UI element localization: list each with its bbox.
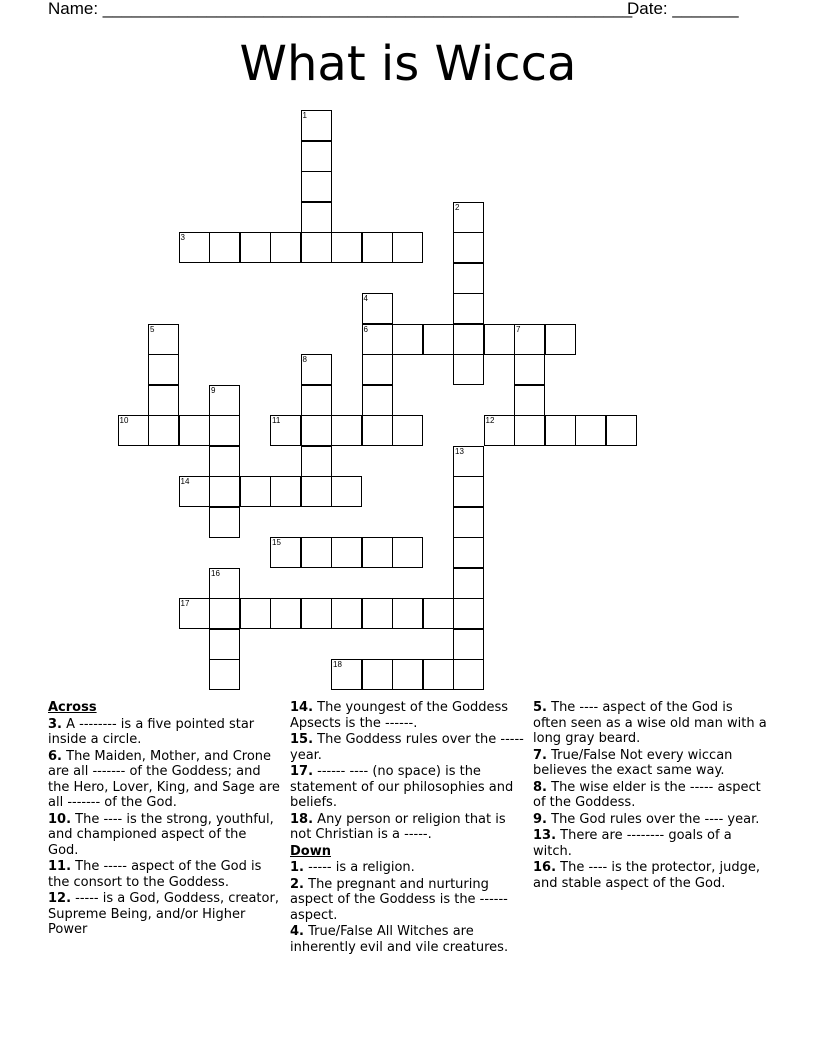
grid-cell[interactable]: [484, 324, 515, 355]
clues-column-1: [48, 700, 280, 939]
clue-across-3: 3. A -------- is a five pointed star inside a circle.: [48, 716, 255, 747]
grid-cell[interactable]: [148, 415, 179, 446]
clue-down-1: 1. ----- is a religion.: [290, 860, 415, 875]
across-heading: Across: [48, 700, 97, 715]
clue-down-16: 16. The ---- is the protector, judge, and stable aspect of the God.: [533, 860, 761, 891]
grid-cell[interactable]: [331, 598, 362, 629]
clue-number: 12: [485, 416, 495, 425]
grid-cell[interactable]: [453, 263, 484, 294]
clue-number: 13: [455, 446, 464, 456]
grid-cell[interactable]: [270, 476, 301, 507]
grid-cell[interactable]: [240, 232, 271, 263]
grid-cell[interactable]: [423, 598, 454, 629]
clue-across-18: 18. Any person or religion that is not Christian is a -----.: [290, 811, 506, 842]
grid-cell[interactable]: [362, 537, 393, 568]
grid-cell[interactable]: [453, 324, 484, 355]
grid-cell[interactable]: [362, 659, 393, 690]
grid-cell[interactable]: [148, 385, 179, 416]
grid-cell[interactable]: [148, 354, 179, 385]
clue-number: 10: [119, 416, 129, 425]
clue-down-2: 2. The pregnant and nurturing aspect of the Goddess is the ------ aspect.: [290, 876, 508, 923]
clue-number: 2: [455, 202, 460, 212]
grid-cell[interactable]: [270, 232, 301, 263]
grid-cell[interactable]: [301, 598, 332, 629]
grid-cell[interactable]: [209, 507, 240, 538]
down-heading: Down: [290, 843, 331, 859]
clue-number: 15: [272, 538, 281, 547]
name-field-label[interactable]: Name: ________________________________________________________: [48, 0, 633, 18]
grid-cell[interactable]: [209, 476, 240, 507]
grid-cell[interactable]: [453, 598, 484, 629]
clue-number: 9: [211, 385, 216, 395]
grid-cell[interactable]: [514, 354, 545, 385]
grid-cell[interactable]: [392, 537, 423, 568]
grid-cell[interactable]: [301, 171, 332, 202]
grid-cell[interactable]: [606, 415, 637, 446]
grid-cell[interactable]: [575, 415, 606, 446]
grid-cell[interactable]: [270, 598, 301, 629]
grid-cell[interactable]: [545, 415, 576, 446]
grid-cell[interactable]: [453, 232, 484, 263]
grid-cell[interactable]: [301, 446, 332, 477]
grid-cell[interactable]: [209, 659, 240, 690]
clue-down-7: 7. True/False Not every wiccan believes the exact same way.: [533, 747, 733, 778]
grid-cell[interactable]: [209, 232, 240, 263]
grid-cell[interactable]: [514, 385, 545, 416]
grid-cell[interactable]: [209, 598, 240, 629]
grid-cell[interactable]: [362, 598, 393, 629]
grid-cell[interactable]: [331, 476, 362, 507]
date-field-label[interactable]: Date: _______: [627, 0, 739, 18]
clue-number: 4: [363, 294, 368, 303]
grid-cell[interactable]: [453, 476, 484, 507]
grid-cell[interactable]: [209, 446, 240, 477]
grid-cell[interactable]: [362, 415, 393, 446]
clue-number: 7: [516, 324, 521, 334]
grid-cell[interactable]: [362, 385, 393, 416]
clue-across-17: 17. ------ ---- (no space) is the statement of our philosophies and beliefs.: [290, 764, 514, 810]
grid-cell[interactable]: [453, 629, 484, 660]
grid-cell[interactable]: [301, 202, 332, 233]
grid-cell[interactable]: [362, 232, 393, 263]
grid-cell[interactable]: [240, 598, 271, 629]
clue-across-12: 12. ----- is a God, Goddess, creator, Supreme Being, and/or Higher Power: [48, 891, 279, 937]
clue-number: 17: [180, 599, 190, 608]
grid-cell[interactable]: [453, 293, 484, 324]
grid-cell[interactable]: [453, 537, 484, 568]
clue-number: 16: [211, 568, 220, 578]
grid-cell[interactable]: [179, 415, 210, 446]
grid-cell[interactable]: [453, 507, 484, 538]
header: [0, 0, 816, 22]
grid-cell[interactable]: [392, 659, 423, 690]
grid-cell[interactable]: [453, 659, 484, 690]
grid-cell[interactable]: [392, 415, 423, 446]
clue-number: 11: [272, 416, 281, 425]
clue-down-5: 5. The ---- aspect of the God is often seen as a wise old man with a long gray beard.: [533, 700, 767, 746]
page-title: What is Wicca: [239, 36, 577, 92]
grid-cell[interactable]: [392, 232, 423, 263]
grid-cell[interactable]: [301, 537, 332, 568]
clue-down-9: 9. The God rules over the ---- year.: [533, 811, 760, 827]
clue-across-15: 15. The Goddess rules over the ----- year.: [290, 732, 524, 763]
grid-cell[interactable]: [331, 232, 362, 263]
grid-cell[interactable]: [453, 354, 484, 385]
clue-down-4: 4. True/False All Witches are inherently evil and vile creatures.: [290, 924, 509, 955]
clue-number: 3: [180, 233, 185, 242]
grid-cell[interactable]: [209, 629, 240, 660]
grid-cell[interactable]: [423, 324, 454, 355]
grid-cell[interactable]: [301, 476, 332, 507]
clue-across-11: 11. The ----- aspect of the God is the consort to the Goddess.: [48, 859, 262, 890]
grid-cell[interactable]: [301, 415, 332, 446]
grid-cell[interactable]: [301, 232, 332, 263]
clue-across-6: 6. The Maiden, Mother, and Crone are all ------- of the Goddess; and the Hero, Lover, King, and Sage are all ------- of the God.: [48, 748, 280, 810]
grid-cell[interactable]: [514, 415, 545, 446]
grid-cell[interactable]: [392, 324, 423, 355]
grid-cell[interactable]: [453, 568, 484, 599]
clue-number: 1: [302, 111, 307, 120]
grid-cell[interactable]: [423, 659, 454, 690]
clues-column-2: [290, 700, 524, 956]
clue-across-10: 10. The ---- is the strong, youthful, and championed aspect of the God.: [48, 811, 274, 858]
clue-number: 14: [180, 477, 190, 486]
grid-cell[interactable]: [545, 324, 576, 355]
grid-cell[interactable]: [240, 476, 271, 507]
grid-cell[interactable]: [331, 537, 362, 568]
clues-column-3: [533, 700, 769, 892]
clue-across-14: 14. The youngest of the Goddess Apsects is the ------.: [290, 700, 509, 731]
clue-number: 8: [302, 355, 307, 364]
clue-down-8: 8. The wise elder is the ----- aspect of the Goddess.: [533, 779, 761, 810]
grid-cell[interactable]: [301, 141, 332, 172]
grid-cell[interactable]: [392, 598, 423, 629]
clue-down-13: 13. There are -------- goals of a witch.: [533, 828, 732, 859]
clue-number: 18: [333, 660, 342, 669]
grid-cell[interactable]: [209, 415, 240, 446]
clue-number: 5: [150, 324, 155, 334]
grid-cell[interactable]: [331, 415, 362, 446]
grid-cell[interactable]: [301, 385, 332, 416]
grid-cell[interactable]: [362, 354, 393, 385]
clue-number: 6: [363, 324, 368, 334]
